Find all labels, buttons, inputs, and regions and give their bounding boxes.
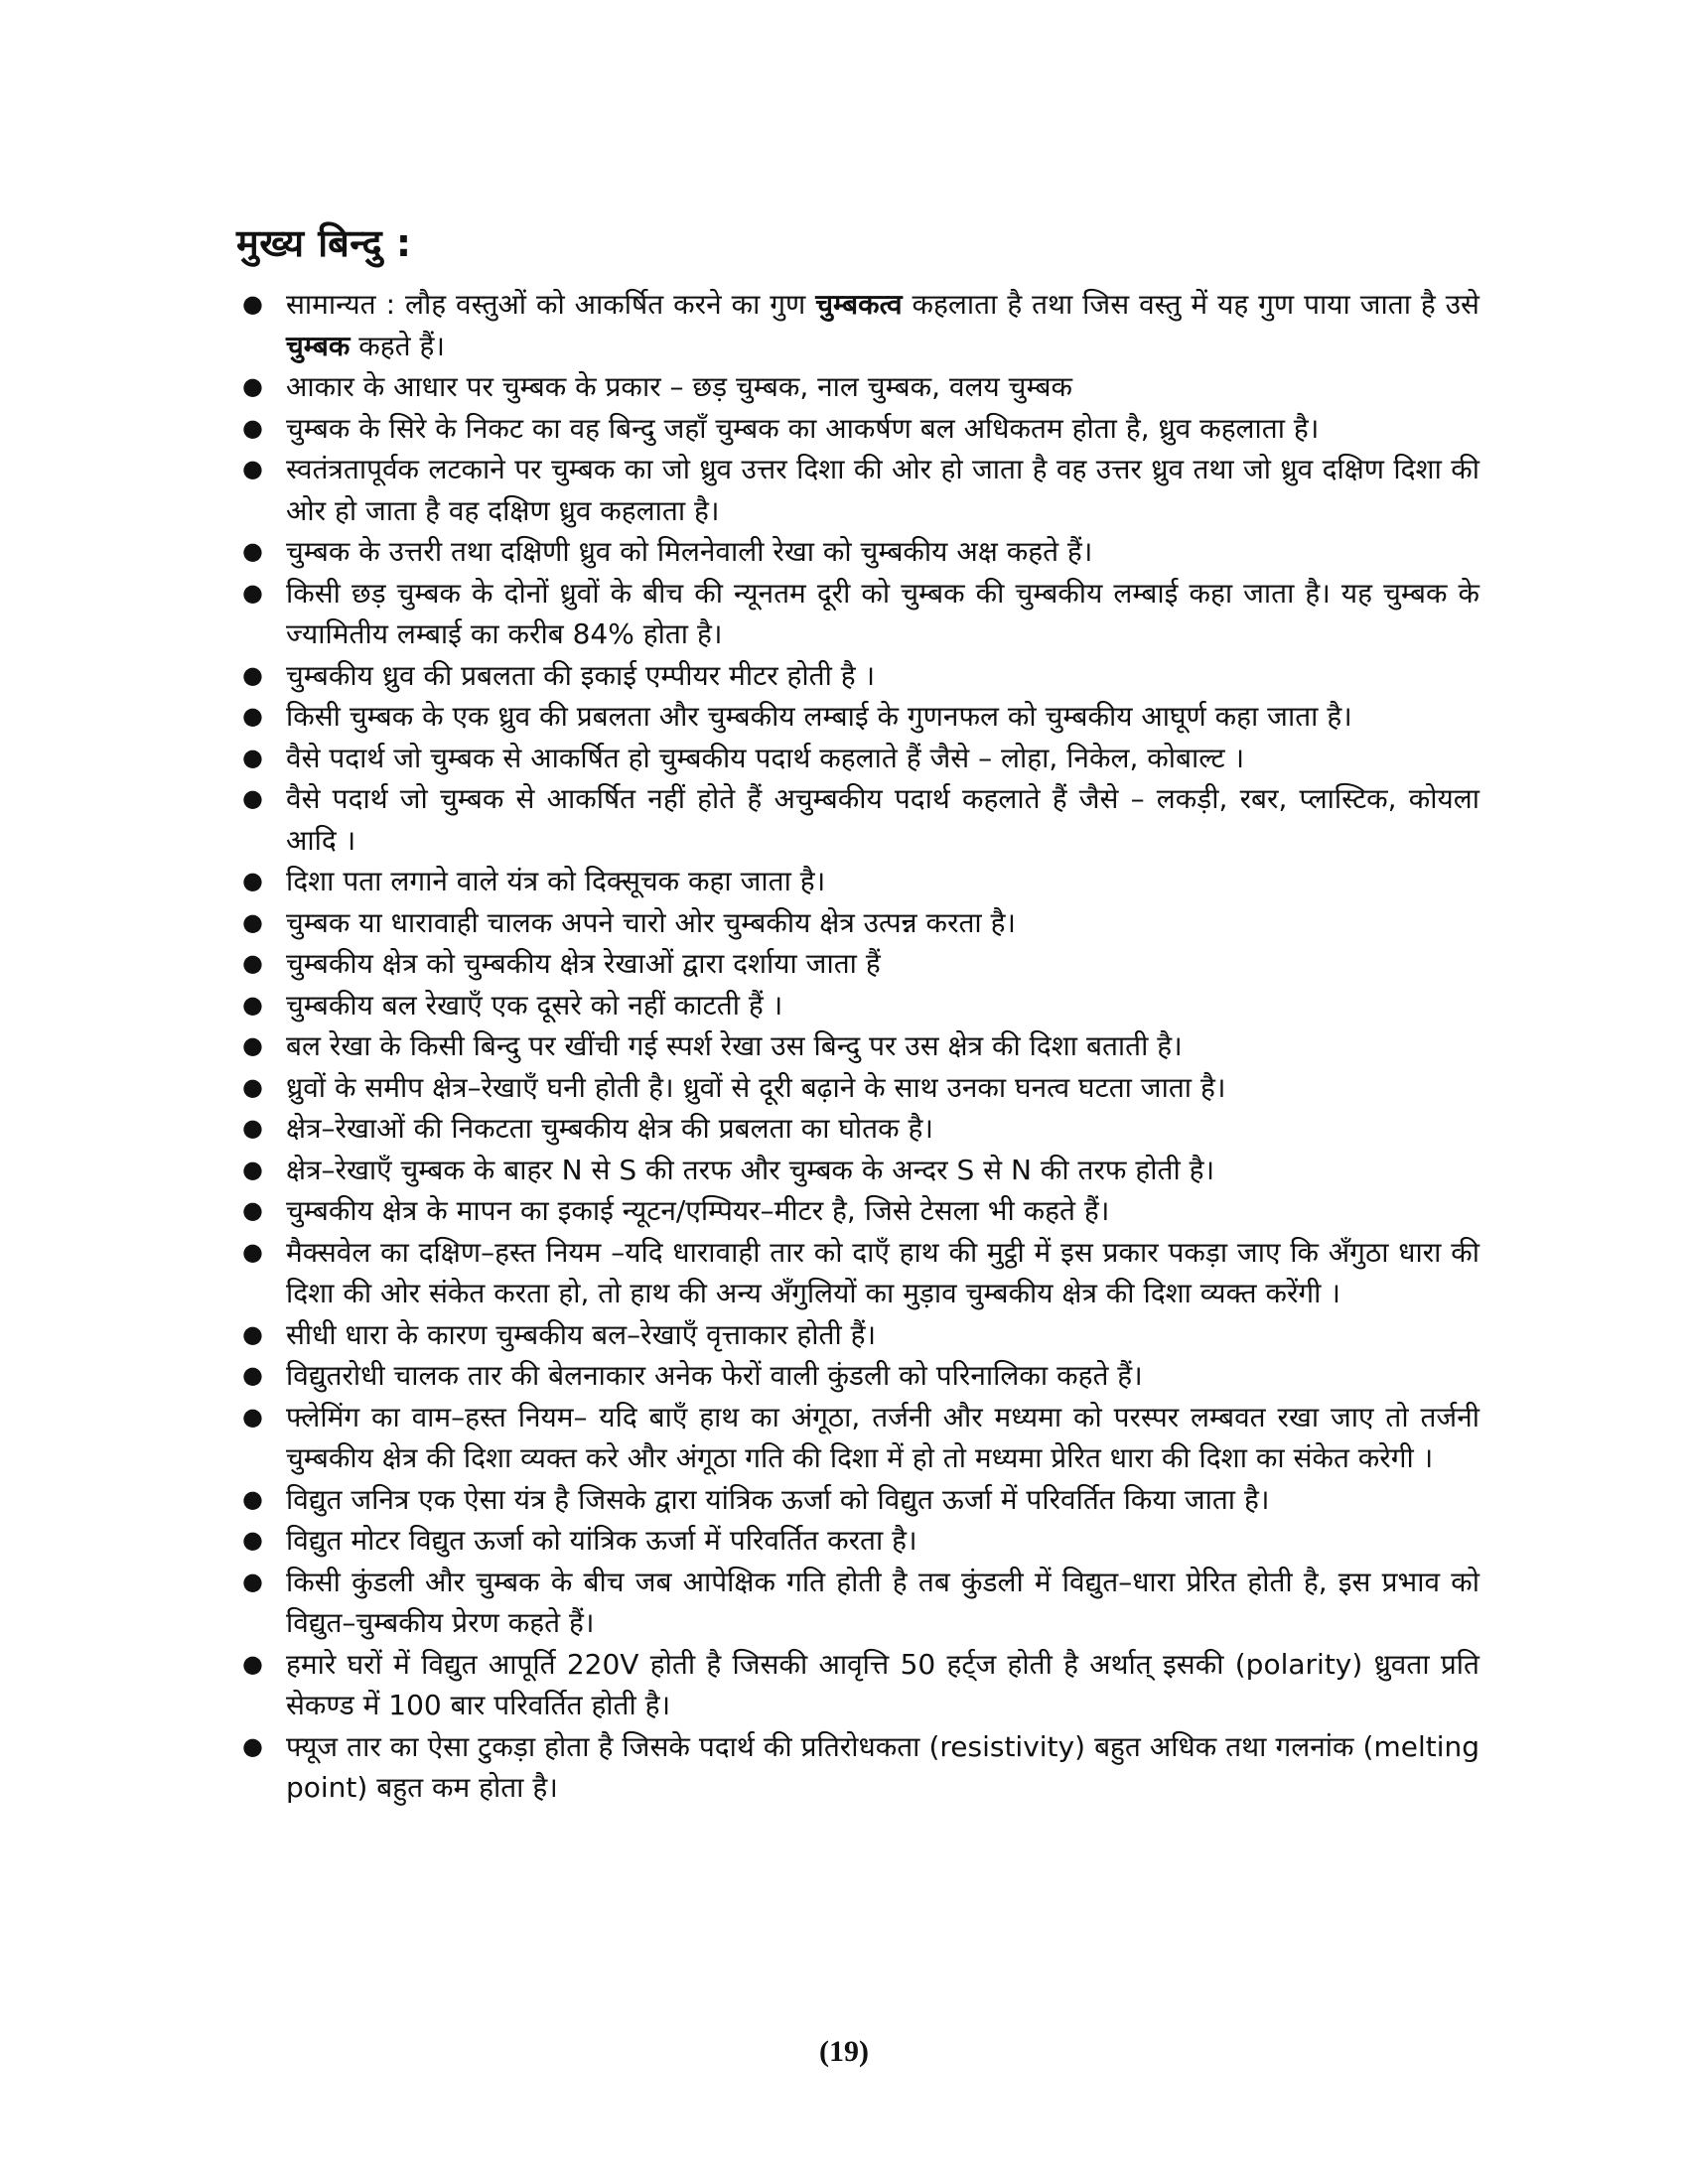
key-point-text <box>286 1194 1109 1227</box>
key-point <box>236 1314 1479 1356</box>
bullet-icon: ● <box>242 1526 263 1554</box>
page-heading: मुख्य बिन्दु : <box>236 221 412 265</box>
text-fragment: क्षेत्र–रेखाएँ चुम्बक के बाहर N से S की तरफ और चुम्बक के अन्दर S से N की तरफ होती है। <box>286 1153 1215 1186</box>
bullet-icon: ● <box>242 578 263 607</box>
text-fragment: क्षेत्र–रेखाओं की निकटता चुम्बकीय क्षेत्र की प्रबलता का घोतक है। <box>286 1112 934 1145</box>
text-fragment: ध्रुवों के समीप क्षेत्र–रेखाएँ घनी होती है। ध्रुवों से दूरी बढ़ाने के साथ उनका घनत्व घटता जाता है। <box>286 1070 1226 1104</box>
text-fragment: आकार के आधार पर चुम्बक के प्रकार – छड़ चुम्बक, नाल चुम्बक, वलय चुम्बक <box>286 370 1073 403</box>
key-point-text <box>286 577 1479 651</box>
page-number: (19) <box>819 2035 869 2068</box>
bullet-icon: ● <box>242 784 263 812</box>
bullet-icon: ● <box>242 990 263 1019</box>
key-point-text <box>286 1648 1479 1722</box>
key-point-text <box>286 1566 1479 1640</box>
key-point <box>236 1479 1479 1521</box>
key-term: चुम्बक <box>286 329 351 362</box>
key-point <box>236 778 1479 861</box>
bullet-icon: ● <box>242 949 263 977</box>
bullet-icon: ● <box>242 867 263 894</box>
text-fragment: हमारे घरों में विद्युत आपूर्ति 220V होती है जिसकी आवृत्ति 50 हर्ट्ज होती है अर्थात् इसकी (polarity) ध्रुवता प्रति सेकण्ड में 100 बार परिवर्तित होती है। <box>286 1647 1479 1721</box>
text-fragment: किसी छड़ चुम्बक के दोनों ध्रुवों के बीच की न्यूनतम दूरी को चुम्बक की चुम्बकीय लम्बाई कहा जाता है। यह चुम्बक के ज्यामितीय लम्बाई का करीब 84% होता है। <box>286 576 1479 650</box>
key-point <box>236 1150 1479 1191</box>
key-point <box>236 1025 1479 1067</box>
key-point-text <box>286 1524 917 1557</box>
key-point <box>236 1232 1479 1314</box>
text-fragment: चुम्बकीय बल रेखाएँ एक दूसरे को नहीं काटती हैं । <box>286 988 783 1022</box>
key-point <box>236 573 1479 655</box>
key-point-text <box>286 453 1479 527</box>
text-fragment: वैसे पदार्थ जो चुम्बक से आकर्षित नहीं होते हैं अचुम्बकीय पदार्थ कहलाते हैं जैसे – लकड़ी, रबर, प्लास्टिक, कोयला आदि । <box>286 782 1479 857</box>
key-point-text <box>286 1071 1225 1104</box>
text-fragment: सामान्यत : लौह वस्तुओं को आकर्षित करने का गुण <box>286 288 816 321</box>
key-point-text <box>286 1730 1479 1805</box>
key-point-text <box>286 1112 933 1145</box>
key-point <box>236 943 1479 985</box>
key-point <box>236 449 1479 531</box>
key-point <box>236 655 1479 697</box>
text-fragment: कहते हैं। <box>350 329 445 362</box>
key-point-text <box>286 1029 1183 1062</box>
key-point-text <box>286 782 1479 857</box>
bullet-icon: ● <box>242 1484 263 1513</box>
key-point <box>236 696 1479 738</box>
text-fragment: चुम्बकीय क्षेत्र के मापन का इकाई न्यूटन/एम्पियर–मीटर है, जिसे टेसला भी कहते हैं। <box>286 1194 1110 1227</box>
key-point-text <box>286 370 1072 403</box>
key-point-text <box>286 906 1016 939</box>
key-point <box>236 738 1479 779</box>
key-point <box>236 408 1479 450</box>
key-point <box>236 1355 1479 1397</box>
text-fragment: कहलाता है तथा जिस वस्तु में यह गुण पाया जाता है उसे <box>902 288 1479 321</box>
key-point <box>236 1726 1479 1809</box>
key-point-text <box>286 288 1479 362</box>
text-fragment: किसी चुम्बक के एक ध्रुव की प्रबलता और चुम्बकीय लम्बाई के गुणनफल को चुम्बकीय आघूर्ण कहा जाता है। <box>286 700 1352 733</box>
text-fragment: चुम्बक के उत्तरी तथा दक्षिणी ध्रुव को मिलनेवाली रेखा को चुम्बकीय अक्ष कहते हैं। <box>286 535 1093 568</box>
bullet-icon: ● <box>242 290 263 318</box>
key-term: चुम्बकत्व <box>815 288 903 321</box>
bullet-icon: ● <box>242 413 263 442</box>
text-fragment: चुम्बक या धारावाही चालक अपने चारो ओर चुम्बकीय क्षेत्र उत्पन्न करता है। <box>286 905 1017 939</box>
text-fragment: मैक्सवेल का दक्षिण–हस्त नियम –यदि धारावाही तार को दाएँ हाथ की मुट्ठी में इस प्रकार पकड़ा जाए कि अँगुठा धारा की दिशा की ओर संकेत करता हो, तो हाथ की अन्य अँगुलियों का मुड़ाव चुम्बकीय क्षेत्र की दिशा व्यक्त करेंगी । <box>286 1235 1479 1309</box>
bullet-icon: ● <box>242 1567 263 1595</box>
key-point-text <box>286 865 825 897</box>
bullet-icon: ● <box>242 1072 263 1101</box>
bullet-icon: ● <box>242 743 263 771</box>
bullet-icon: ● <box>242 1402 263 1431</box>
key-point <box>236 1397 1479 1479</box>
key-point <box>236 284 1479 366</box>
key-point <box>236 902 1479 944</box>
key-point-text <box>286 1483 1269 1516</box>
bullet-icon: ● <box>242 1237 263 1266</box>
key-point <box>236 531 1479 573</box>
key-point-text <box>286 700 1352 733</box>
key-point-text <box>286 947 881 980</box>
text-fragment: फ्लेमिंग का वाम–हस्त नियम– यदि बाएँ हाथ का अंगूठा, तर्जनी और मध्यमा को परस्पर लम्बवत रखा जाए तो तर्जनी चुम्बकीय क्षेत्र की दिशा व्यक्त करे और अंगूठा गति की दिशा में हो तो मध्यमा प्रेरित धारा की दिशा का संकेत करेगी । <box>286 1400 1479 1474</box>
key-point <box>236 1562 1479 1644</box>
key-point-text <box>286 659 875 692</box>
key-point-text <box>286 989 782 1022</box>
key-point-text <box>286 1401 1479 1475</box>
bullet-icon: ● <box>242 1155 263 1183</box>
text-fragment: वैसे पदार्थ जो चुम्बक से आकर्षित हो चुम्बकीय पदार्थ कहलाते हैं जैसे – लोहा, निकेल, कोबाल्ट । <box>286 741 1245 774</box>
bullet-icon: ● <box>242 1114 263 1142</box>
key-point <box>236 861 1479 902</box>
text-fragment: विद्युतरोधी चालक तार की बेलनाकार अनेक फेरों वाली कुंडली को परिनालिका कहते हैं। <box>286 1359 1143 1392</box>
key-point <box>236 1108 1479 1150</box>
key-point-text <box>286 1154 1214 1186</box>
text-fragment: चुम्बक के सिरे के निकट का वह बिन्दु जहाँ चुम्बक का आकर्षण बल अधिकतम होता है, ध्रुव कहलाता है। <box>286 411 1320 445</box>
bullet-icon: ● <box>242 1731 263 1760</box>
bullet-icon: ● <box>242 455 263 482</box>
key-point-text <box>286 1318 876 1351</box>
key-point-text <box>286 535 1092 568</box>
text-fragment: फ्यूज तार का ऐसा टुकड़ा होता है जिसके पदार्थ की प्रतिरोधकता (resistivity) बहुत अधिक तथा गलनांक (melting point) बहुत कम होता है। <box>286 1729 1479 1804</box>
key-point <box>236 1520 1479 1562</box>
bullet-icon: ● <box>242 1196 263 1224</box>
key-point-text <box>286 412 1319 445</box>
bullet-icon: ● <box>242 537 263 565</box>
text-fragment: चुम्बकीय ध्रुव की प्रबलता की इकाई एम्पीयर मीटर होती है । <box>286 658 876 692</box>
text-fragment: किसी कुंडली और चुम्बक के बीच जब आपेक्षिक गति होती है तब कुंडली में विद्युत–धारा प्रेरित होती है, इस प्रभाव को विद्युत–चुम्बकीय प्रेरण कहते हैं। <box>286 1565 1479 1639</box>
key-point-text <box>286 1236 1479 1310</box>
key-point-text <box>286 1359 1143 1392</box>
text-fragment: विद्युत जनित्र एक ऐसा यंत्र है जिसके द्वारा यांत्रिक ऊर्जा को विद्युत ऊर्जा में परिवर्तित किया जाता है। <box>286 1482 1270 1516</box>
key-points-list <box>236 284 1479 1809</box>
text-fragment: विद्युत मोटर विद्युत ऊर्जा को यांत्रिक ऊर्जा में परिवर्तित करता है। <box>286 1524 917 1557</box>
text-fragment: चुम्बकीय क्षेत्र को चुम्बकीय क्षेत्र रेखाओं द्वारा दर्शाया जाता हैं <box>286 947 881 980</box>
bullet-icon: ● <box>242 1649 263 1678</box>
text-fragment: स्वतंत्रतापूर्वक लटकाने पर चुम्बक का जो ध्रुव उत्तर दिशा की ओर हो जाता है वह उत्तर ध्रुव तथा जो ध्रुव दक्षिण दिशा की ओर हो जाता है वह दक्षिण ध्रुव कहलाता है। <box>286 453 1479 527</box>
bullet-icon: ● <box>242 702 263 730</box>
key-point-text <box>286 742 1244 774</box>
bullet-icon: ● <box>242 372 263 400</box>
key-point <box>236 366 1479 408</box>
text-fragment: सीधी धारा के कारण चुम्बकीय बल–रेखाएँ वृत्ताकार होती हैं। <box>286 1317 877 1351</box>
bullet-icon: ● <box>242 1031 263 1059</box>
text-fragment: बल रेखा के किसी बिन्दु पर खींची गई स्पर्श रेखा उस बिन्दु पर उस क्षेत्र की दिशा बताती है। <box>286 1029 1183 1062</box>
bullet-icon: ● <box>242 907 263 936</box>
key-point <box>236 1644 1479 1726</box>
key-point <box>236 1190 1479 1232</box>
bullet-icon: ● <box>242 1361 263 1389</box>
bullet-icon: ● <box>242 660 263 689</box>
key-point <box>236 1067 1479 1109</box>
key-point <box>236 985 1479 1026</box>
text-fragment: दिशा पता लगाने वाले यंत्र को दिक्सूचक कहा जाता है। <box>286 865 826 897</box>
bullet-icon: ● <box>242 1319 263 1348</box>
